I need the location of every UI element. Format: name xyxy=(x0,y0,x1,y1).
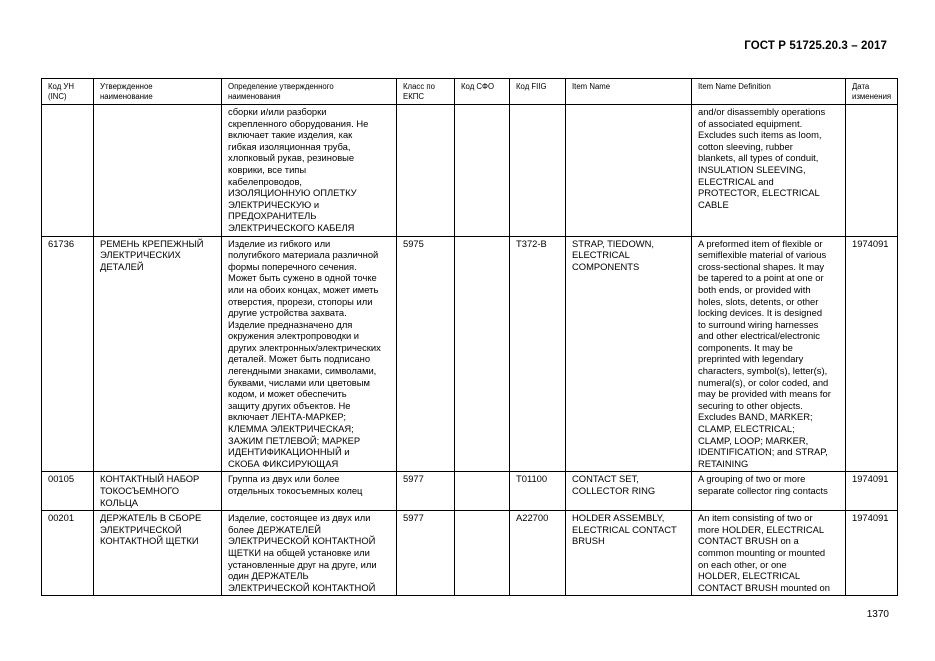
column-header-definition: Определение утвержденного наименования xyxy=(222,79,397,105)
cell-item-name xyxy=(566,105,692,237)
cell-class: 5977 xyxy=(397,472,455,511)
cell-approved-name: КОНТАКТНЫЙ НАБОР ТОКОСЪЕМНОГО КОЛЬЦА xyxy=(94,472,222,511)
cell-item-name-definition: and/or disassembly operations of associated equipment. Excludes such items as loom, cotton sleeving, rubber blankets, all types of conduit, INSULATION SLEEVING, ELECTRICAL and PROTECTOR, ELECTRICAL CABLE xyxy=(692,105,846,237)
cell-date: 1974091 xyxy=(846,472,898,511)
cell-item-name: CONTACT SET, COLLECTOR RING xyxy=(566,472,692,511)
cell-fiig: A22700 xyxy=(510,511,566,596)
cell-sfo xyxy=(455,236,510,472)
cell-class: 5975 xyxy=(397,236,455,472)
cell-fiig: T372-B xyxy=(510,236,566,472)
cell-approved-name: РЕМЕНЬ КРЕПЕЖНЫЙ ЭЛЕКТРИЧЕСКИХ ДЕТАЛЕЙ xyxy=(94,236,222,472)
cell-date: 1974091 xyxy=(846,236,898,472)
cell-item-name-definition: A grouping of two or more separate collector ring contacts xyxy=(692,472,846,511)
cell-item-name: STRAP, TIEDOWN, ELECTRICAL COMPONENTS xyxy=(566,236,692,472)
cell-date: 1974091 xyxy=(846,511,898,596)
cell-sfo xyxy=(455,511,510,596)
column-header-sfo: Код СФО xyxy=(455,79,510,105)
column-header-class: Класс по ЕКПС xyxy=(397,79,455,105)
column-header-inc: Код УН (INC) xyxy=(42,79,94,105)
column-header-item-name: Item Name xyxy=(566,79,692,105)
cell-definition: Изделие из гибкого или полугибкого материала различной формы поперечного сечения. Может быть сужено в одной точке или на обоих концах, может иметь отверстия, прорези, стопоры или другие устройства захвата. Изделие предназначено для окружения электропроводки и других электронных/электрических деталей. Может быть подписано легендными знаками, символами, буквами, числами или цветовым кодом, и может обеспечить защиту других объектов. Не включает ЛЕНТА-МАРКЕР; КЛЕММА ЭЛЕКТРИЧЕСКАЯ; ЗАЖИМ ПЕТЛЕВОЙ; МАРКЕР ИДЕНТИФИКАЦИОННЫЙ и СКОБА ФИКСИРУЮЩАЯ xyxy=(222,236,397,472)
cell-sfo xyxy=(455,472,510,511)
cell-definition: Группа из двух или более отдельных токосъемных колец xyxy=(222,472,397,511)
column-header-item-name-definition: Item Name Definition xyxy=(692,79,846,105)
page-number: 1370 xyxy=(866,609,889,620)
table-row xyxy=(42,236,898,472)
cell-definition: Изделие, состоящее из двух или более ДЕРЖАТЕЛЕЙ ЭЛЕКТРИЧЕСКОЙ КОНТАКТНОЙ ЩЕТКИ на общей установке или установленные друг на друге, или один ДЕРЖАТЕЛЬ ЭЛЕКТРИЧЕСКОЙ КОНТАКТНОЙ xyxy=(222,511,397,596)
document-header: ГОСТ Р 51725.20.3 – 2017 xyxy=(744,40,887,52)
table-row xyxy=(42,105,898,237)
catalog-table xyxy=(41,78,898,596)
cell-approved-name: ДЕРЖАТЕЛЬ В СБОРЕ ЭЛЕКТРИЧЕСКОЙ КОНТАКТНОЙ ЩЕТКИ xyxy=(94,511,222,596)
cell-sfo xyxy=(455,105,510,237)
cell-date xyxy=(846,105,898,237)
cell-item-name: HOLDER ASSEMBLY, ELECTRICAL CONTACT BRUSH xyxy=(566,511,692,596)
column-header-approved-name: Утвержденное наименование xyxy=(94,79,222,105)
cell-class xyxy=(397,105,455,237)
cell-fiig: T01100 xyxy=(510,472,566,511)
cell-inc: 61736 xyxy=(42,236,94,472)
column-header-fiig: Код FIIG xyxy=(510,79,566,105)
cell-definition: сборки и/или разборки скрепленного оборудования. Не включает такие изделия, как гибкая изоляционная труба, хлопковый рукав, резиновые коврики, все типы кабелепроводов, ИЗОЛЯЦИОННУЮ ОПЛЕТКУ ЭЛЕКТРИЧЕСКУЮ и ПРЕДОХРАНИТЕЛЬ ЭЛЕКТРИЧЕСКОГО КАБЕЛЯ xyxy=(222,105,397,237)
table-row xyxy=(42,511,898,596)
table-row xyxy=(42,472,898,511)
cell-item-name-definition: A preformed item of flexible or semiflexible material of various cross-sectional shapes. It may be tapered to a point at one or both ends, or provided with holes, slots, detents, or other locking devices. It is designed to surround wiring harnesses and other electrical/electronic components. It may be preprinted with legendary characters, symbol(s), letter(s), numeral(s), or color coded, and may be provided with means for securing to other objects. Excludes BAND, MARKER; CLAMP, ELECTRICAL; CLAMP, LOOP; MARKER, IDENTIFICATION; and STRAP, RETAINING xyxy=(692,236,846,472)
cell-class: 5977 xyxy=(397,511,455,596)
cell-inc: 00201 xyxy=(42,511,94,596)
column-header-date: Дата изменения xyxy=(846,79,898,105)
table-header-row xyxy=(42,79,898,105)
cell-inc: 00105 xyxy=(42,472,94,511)
cell-inc xyxy=(42,105,94,237)
cell-approved-name xyxy=(94,105,222,237)
cell-item-name-definition: An item consisting of two or more HOLDER, ELECTRICAL CONTACT BRUSH on a common mounting or mounted on each other, or one HOLDER, ELECTRICAL CONTACT BRUSH mounted on xyxy=(692,511,846,596)
cell-fiig xyxy=(510,105,566,237)
